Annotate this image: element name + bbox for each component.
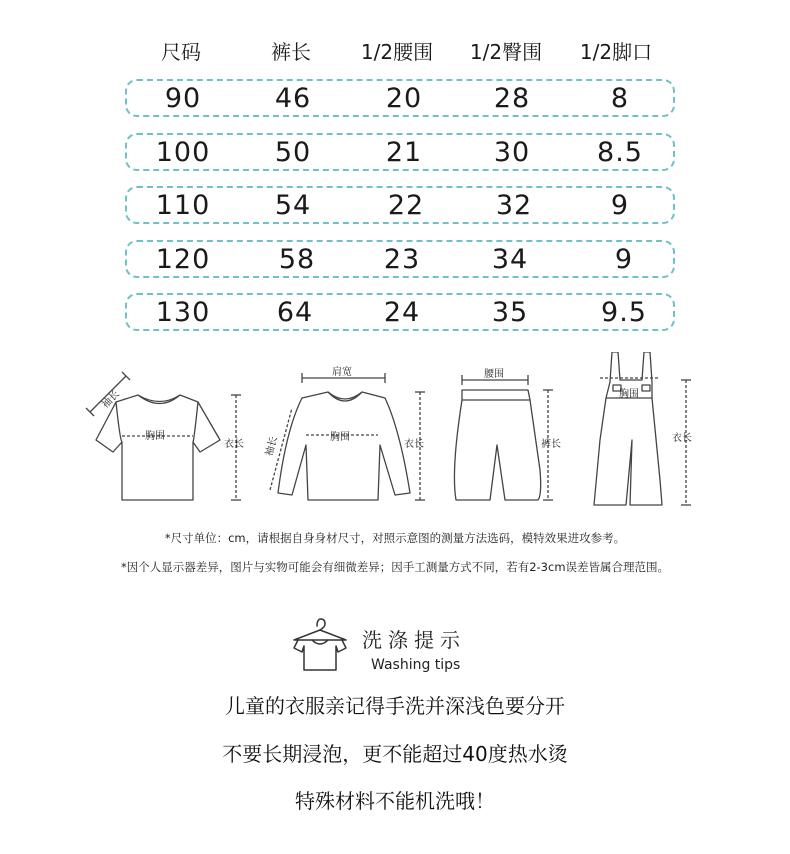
tshirt-length-label: 衣长 bbox=[224, 439, 244, 450]
cell-half-waist: 23 bbox=[383, 244, 421, 275]
cell-size: 110 bbox=[155, 190, 211, 221]
table-row bbox=[125, 293, 675, 331]
washing-title: 洗涤提示 bbox=[362, 628, 466, 652]
cell-pant-length: 54 bbox=[274, 190, 312, 221]
washing-subtitle: Washing tips bbox=[371, 657, 461, 673]
cell-size: 100 bbox=[155, 137, 211, 168]
cell-half-hip: 28 bbox=[493, 83, 531, 114]
cell-pant-length: 64 bbox=[276, 297, 314, 328]
washing-line-1: 儿童的衣服亲记得手洗并深浅色要分开 bbox=[225, 694, 565, 718]
cell-half-hip: 30 bbox=[493, 137, 531, 168]
cell-half-waist: 20 bbox=[385, 83, 423, 114]
cell-half-waist: 24 bbox=[383, 297, 421, 328]
washing-line-3: 特殊材料不能机洗哦！ bbox=[295, 789, 495, 813]
cell-pant-length: 46 bbox=[274, 83, 312, 114]
sweater-chest-label: 胸围 bbox=[330, 432, 350, 443]
header-half-hip: 1/2臀围 bbox=[469, 40, 543, 64]
table-row bbox=[125, 79, 675, 117]
header-half-waist: 1/2腰围 bbox=[360, 40, 434, 64]
sweater-sleeve-label: 袖长 bbox=[264, 435, 280, 458]
cell-pant-length: 50 bbox=[274, 137, 312, 168]
size-table-header bbox=[0, 30, 790, 66]
cell-half-hip: 32 bbox=[495, 190, 533, 221]
shorts-figure bbox=[454, 375, 553, 500]
overalls-chest-label: 胸围 bbox=[619, 389, 639, 400]
header-size: 尺码 bbox=[161, 40, 201, 64]
table-row bbox=[125, 133, 675, 171]
cell-size: 120 bbox=[155, 244, 211, 275]
overalls-length-label: 衣长 bbox=[672, 433, 692, 444]
shorts-length-label: 裤长 bbox=[541, 439, 561, 450]
cell-pant-length: 58 bbox=[278, 244, 316, 275]
cell-half-waist: 21 bbox=[385, 137, 423, 168]
sweater-shoulder-label: 肩宽 bbox=[332, 367, 352, 378]
overalls-figure bbox=[594, 352, 691, 505]
cell-half-leg-opening: 8.5 bbox=[597, 137, 643, 168]
tshirt-sleeve-label: 袖长 bbox=[100, 388, 122, 411]
cell-half-leg-opening: 9.5 bbox=[601, 297, 647, 328]
size-note-unit: *尺寸单位：cm，请根据自身身材尺寸，对照示意图的测量方法选码，模特效果进攻参考。 bbox=[164, 531, 626, 545]
sweater-length-label: 衣长 bbox=[404, 439, 424, 450]
cell-half-leg-opening: 9 bbox=[614, 244, 634, 275]
washing-line-2: 不要长期浸泡，更不能超过40度热水烫 bbox=[222, 742, 568, 766]
cell-half-hip: 34 bbox=[491, 244, 529, 275]
cell-size: 130 bbox=[155, 297, 211, 328]
header-half-leg-opening: 1/2脚口 bbox=[579, 40, 653, 64]
table-row bbox=[125, 240, 675, 278]
cell-half-leg-opening: 8 bbox=[610, 83, 630, 114]
header-pant-length: 裤长 bbox=[271, 40, 311, 64]
hanger-shirt-icon bbox=[290, 616, 350, 676]
measurement-diagrams bbox=[0, 352, 790, 512]
cell-half-waist: 22 bbox=[387, 190, 425, 221]
size-note-display: *因个人显示器差异，图片与实物可能会有细微差异；因手工测量方式不同，若有2-3cm误差皆属合理范围。 bbox=[120, 560, 670, 574]
cell-size: 90 bbox=[164, 83, 202, 114]
cell-half-leg-opening: 9 bbox=[610, 190, 630, 221]
table-row bbox=[125, 186, 675, 224]
tshirt-chest-label: 胸围 bbox=[145, 431, 165, 442]
cell-half-hip: 35 bbox=[491, 297, 529, 328]
shorts-waist-label: 腰围 bbox=[484, 369, 504, 380]
